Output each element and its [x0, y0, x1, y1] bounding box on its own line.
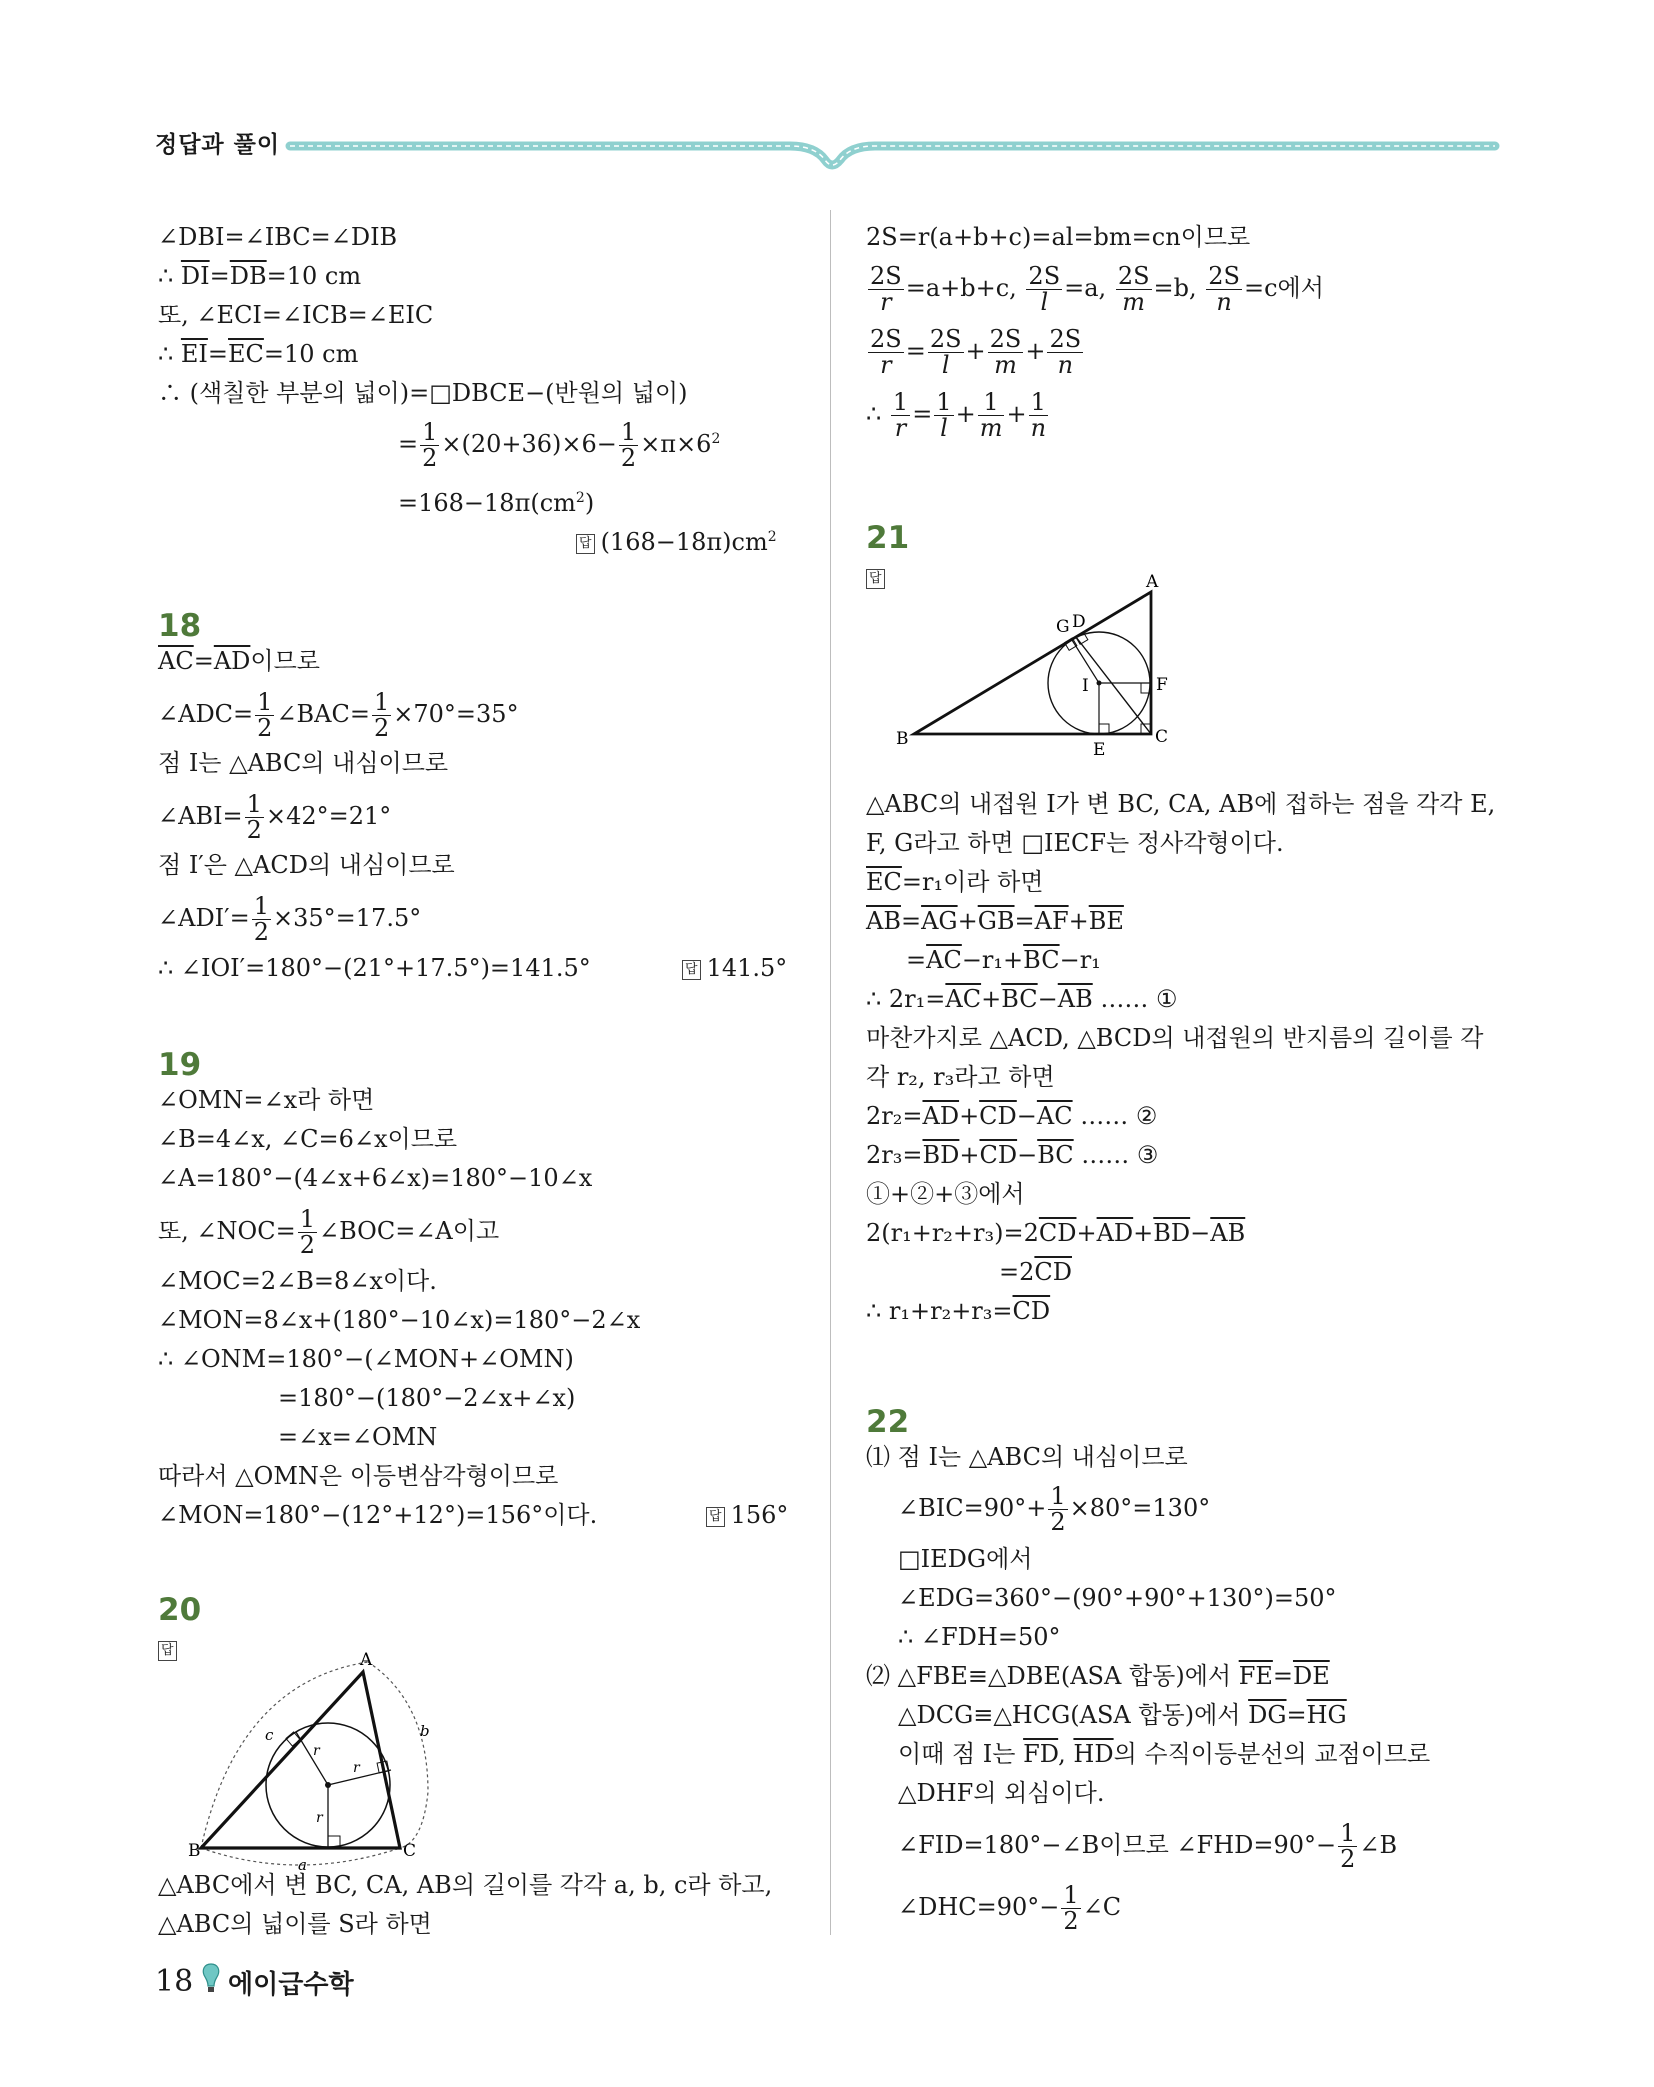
- fig21-label-F: F: [1156, 675, 1168, 695]
- q19-line-10: 따라서 △OMN은 이등변삼각형이므로: [158, 1462, 559, 1490]
- fig21-label-B: B: [896, 729, 909, 749]
- q21-line-11: ①+②+③에서: [866, 1180, 1025, 1208]
- q22-line-6: ⑵ △FBE≡△DBE(ASA 합동)에서 $\overline{FE}=\overline{DE}$: [866, 1662, 1330, 1690]
- q19-line-8: =180°−(180°−2∠x+∠x): [278, 1384, 576, 1412]
- question-number-18: 18: [158, 608, 202, 644]
- q19-line-1: ∠OMN=∠x라 하면: [158, 1086, 375, 1114]
- header-decorative-rule: [0, 120, 1654, 180]
- q21-line-4: $\overline{AB}=\overline{AG}+\overline{GB}=\overline{AF}+\overline{BE}$: [866, 907, 1124, 935]
- q20-right-line-1: 2S=r(a+b+c)=al=bm=cn이므로: [866, 223, 1251, 251]
- footer-brand: 에이급수학: [228, 1970, 354, 2000]
- q21-line-7: 마찬가지로 △ACD, △BCD의 내접원의 반지름의 길이를 각: [866, 1024, 1484, 1052]
- q21-line-2: F, G라고 하면 □IECF는 정사각형이다.: [866, 829, 1284, 857]
- q18-line-4: ∠ABI= $\frac{1}{2}$ ×42°=21°: [158, 790, 392, 845]
- fig21-label-A: A: [1146, 572, 1159, 592]
- q19-answer: 답 156°: [706, 1500, 788, 1530]
- q22-line-8: 이때 점 I는 $\overline{FD}$, $\overline{HD}$의 수직이등분선의 교점이므로: [898, 1740, 1431, 1768]
- q22-line-3: □IEDG에서: [898, 1545, 1033, 1573]
- fig20-label-B: B: [188, 1841, 201, 1861]
- q18-line-7: ∴ ∠IOI′=180°−(21°+17.5°)=141.5°: [158, 954, 591, 982]
- q17-line-4: ∴ $\overline{EI}=\overline{EC}=10$ cm: [158, 340, 359, 368]
- q18-line-1: $\overline{AC}=\overline{AD}$이므로: [158, 647, 320, 675]
- q22-line-11: ∠DHC=90°− $\frac{1}{2}$ ∠C: [898, 1881, 1122, 1936]
- q17-line-5: ∴ (색칠한 부분의 넓이)=□DBCE−(반원의 넓이): [158, 379, 688, 407]
- fig21-label-D: D: [1072, 612, 1086, 632]
- q21-triangle-figure: [896, 562, 1196, 762]
- fig20-label-A: A: [360, 1650, 373, 1670]
- q19-line-3: ∠A=180°−(4∠x+6∠x)=180°−10∠x: [158, 1164, 593, 1192]
- q21-line-14: ∴ $r_1+r_2+r_3=\overline{CD}$: [866, 1297, 1051, 1325]
- q21-line-8: 각 r₂, r₃라고 하면: [866, 1063, 1055, 1091]
- fig20-label-c: c: [265, 1726, 274, 1744]
- q19-line-7: ∴ ∠ONM=180°−(∠MON+∠OMN): [158, 1345, 574, 1373]
- q21-line-5: $=\overline{AC}-r_1+\overline{BC}-r_1$: [906, 946, 1101, 974]
- q17-line-1: ∠DBI=∠IBC=∠DIB: [158, 223, 398, 251]
- q19-line-2: ∠B=4∠x, ∠C=6∠x이므로: [158, 1125, 458, 1153]
- fig20-label-r3: r: [316, 1810, 323, 1826]
- fig21-label-G: G: [1056, 617, 1070, 637]
- q17-line-3: 또, ∠ECI=∠ICB=∠EIC: [158, 301, 434, 329]
- q22-line-5: ∴ ∠FDH=50°: [898, 1623, 1061, 1651]
- q19-line-9: =∠x=∠OMN: [278, 1423, 438, 1451]
- q22-line-10: ∠FID=180°−∠B이므로 ∠FHD=90°− $\frac{1}{2}$ ∠B: [898, 1819, 1398, 1874]
- q20-right-line-4: ∴ $\frac{1}{r}$ = $\frac{1}{l}$ + $\frac{1}{m}$ + $\frac{1}{n}$: [866, 388, 1047, 443]
- q17-line-7: $=168-18\pi(cm^2)$: [398, 489, 595, 517]
- fig20-label-C: C: [403, 1841, 417, 1861]
- fig20-label-r1: r: [313, 1743, 320, 1759]
- fig20-label-a: a: [298, 1856, 307, 1874]
- q21-line-1: △ABC의 내접원 I가 변 BC, CA, AB에 접하는 점을 각각 E,: [866, 790, 1496, 818]
- question-number-21: 21: [866, 520, 910, 556]
- q20-line-2: △ABC의 넓이를 S라 하면: [158, 1910, 432, 1938]
- page-number: 18: [155, 1964, 194, 1999]
- q17-line-2: ∴ $\overline{DI}=\overline{DB}=10$ cm: [158, 262, 362, 290]
- question-number-20: 20: [158, 1592, 202, 1628]
- q21-line-10: $2r_3=\overline{BD}+\overline{CD}-\overline{BC}$ …… ③: [866, 1141, 1159, 1169]
- q20-right-line-2: $\frac{2S}{r}$ =a+b+c, $\frac{2S}{l}$ =a, $\frac{2S}{m}$ =b, $\frac{2S}{n}$ =c에서: [870, 262, 1324, 317]
- q18-line-6: ∠ADI′= $\frac{1}{2}$ ×35°=17.5°: [158, 892, 422, 947]
- bulb-icon: [200, 1962, 222, 1996]
- q21-answer-label: 답: [866, 562, 891, 592]
- q18-line-5: 점 I′은 △ACD의 내심이므로: [158, 851, 455, 879]
- q22-line-4: ∠EDG=360°−(90°+90°+130°)=50°: [898, 1584, 1337, 1612]
- q19-line-4: 또, ∠NOC= $\frac{1}{2}$ ∠BOC=∠A이고: [158, 1205, 500, 1260]
- q17-line-6: = $\frac{1}{2}$ ×(20+36)×6− $\frac{1}{2}$ $\times\pi\times 6^2$: [398, 418, 721, 473]
- q20-answer-label: 답: [158, 1634, 183, 1664]
- q18-answer: 답 141.5°: [682, 953, 787, 983]
- q17-answer: 답 $(168-18\pi)cm^2$: [576, 522, 777, 557]
- fig20-label-b: b: [420, 1722, 430, 1740]
- q19-line-5: ∠MOC=2∠B=8∠x이다.: [158, 1267, 437, 1295]
- q21-line-9: $2r_2=\overline{AD}+\overline{CD}-\overline{AC}$ …… ②: [866, 1102, 1158, 1130]
- question-number-22: 22: [866, 1404, 910, 1440]
- q21-line-13: $=2\overline{CD}$: [999, 1258, 1072, 1286]
- q22-line-1: ⑴ 점 I는 △ABC의 내심이므로: [866, 1443, 1188, 1471]
- q22-line-7: △DCG≡△HCG(ASA 합동)에서 $\overline{DG}=\overline{HG}$: [898, 1701, 1347, 1729]
- column-divider: [830, 210, 831, 1935]
- q21-line-6: ∴ $2r_1=\overline{AC}+\overline{BC}-\overline{AB}$ …… ①: [866, 985, 1178, 1013]
- q20-line-1: △ABC에서 변 BC, CA, AB의 길이를 각각 a, b, c라 하고,: [158, 1871, 773, 1899]
- q19-line-6: ∠MON=8∠x+(180°−10∠x)=180°−2∠x: [158, 1306, 641, 1334]
- q22-line-2: ∠BIC=90°+ $\frac{1}{2}$ ×80°=130°: [898, 1482, 1211, 1537]
- q20-triangle-figure: [188, 1642, 518, 1874]
- fig20-label-r2: r: [353, 1760, 360, 1776]
- q21-line-12: $2(r_1+r_2+r_3)=2\overline{CD}+\overline{AD}+\overline{BD}-\overline{AB}$: [866, 1219, 1246, 1247]
- page-header-title: 정답과 풀이: [155, 132, 281, 158]
- q22-line-9: △DHF의 외심이다.: [898, 1779, 1105, 1807]
- q18-line-2: ∠ADC= $\frac{1}{2}$ ∠BAC= $\frac{1}{2}$ ×70°=35°: [158, 688, 519, 743]
- fig21-label-C: C: [1155, 727, 1169, 747]
- q18-line-3: 점 I는 △ABC의 내심이므로: [158, 749, 449, 777]
- q20-right-line-3: $\frac{2S}{r}$ = $\frac{2S}{l}$ + $\frac{2S}{m}$ + $\frac{2S}{n}$: [870, 325, 1082, 380]
- q19-line-11: ∠MON=180°−(12°+12°)=156°이다.: [158, 1501, 598, 1529]
- fig21-label-E: E: [1093, 740, 1106, 760]
- q21-line-3: $\overline{EC}=r_1$이라 하면: [866, 868, 1044, 896]
- question-number-19: 19: [158, 1047, 202, 1083]
- fig21-label-I: I: [1082, 676, 1089, 696]
